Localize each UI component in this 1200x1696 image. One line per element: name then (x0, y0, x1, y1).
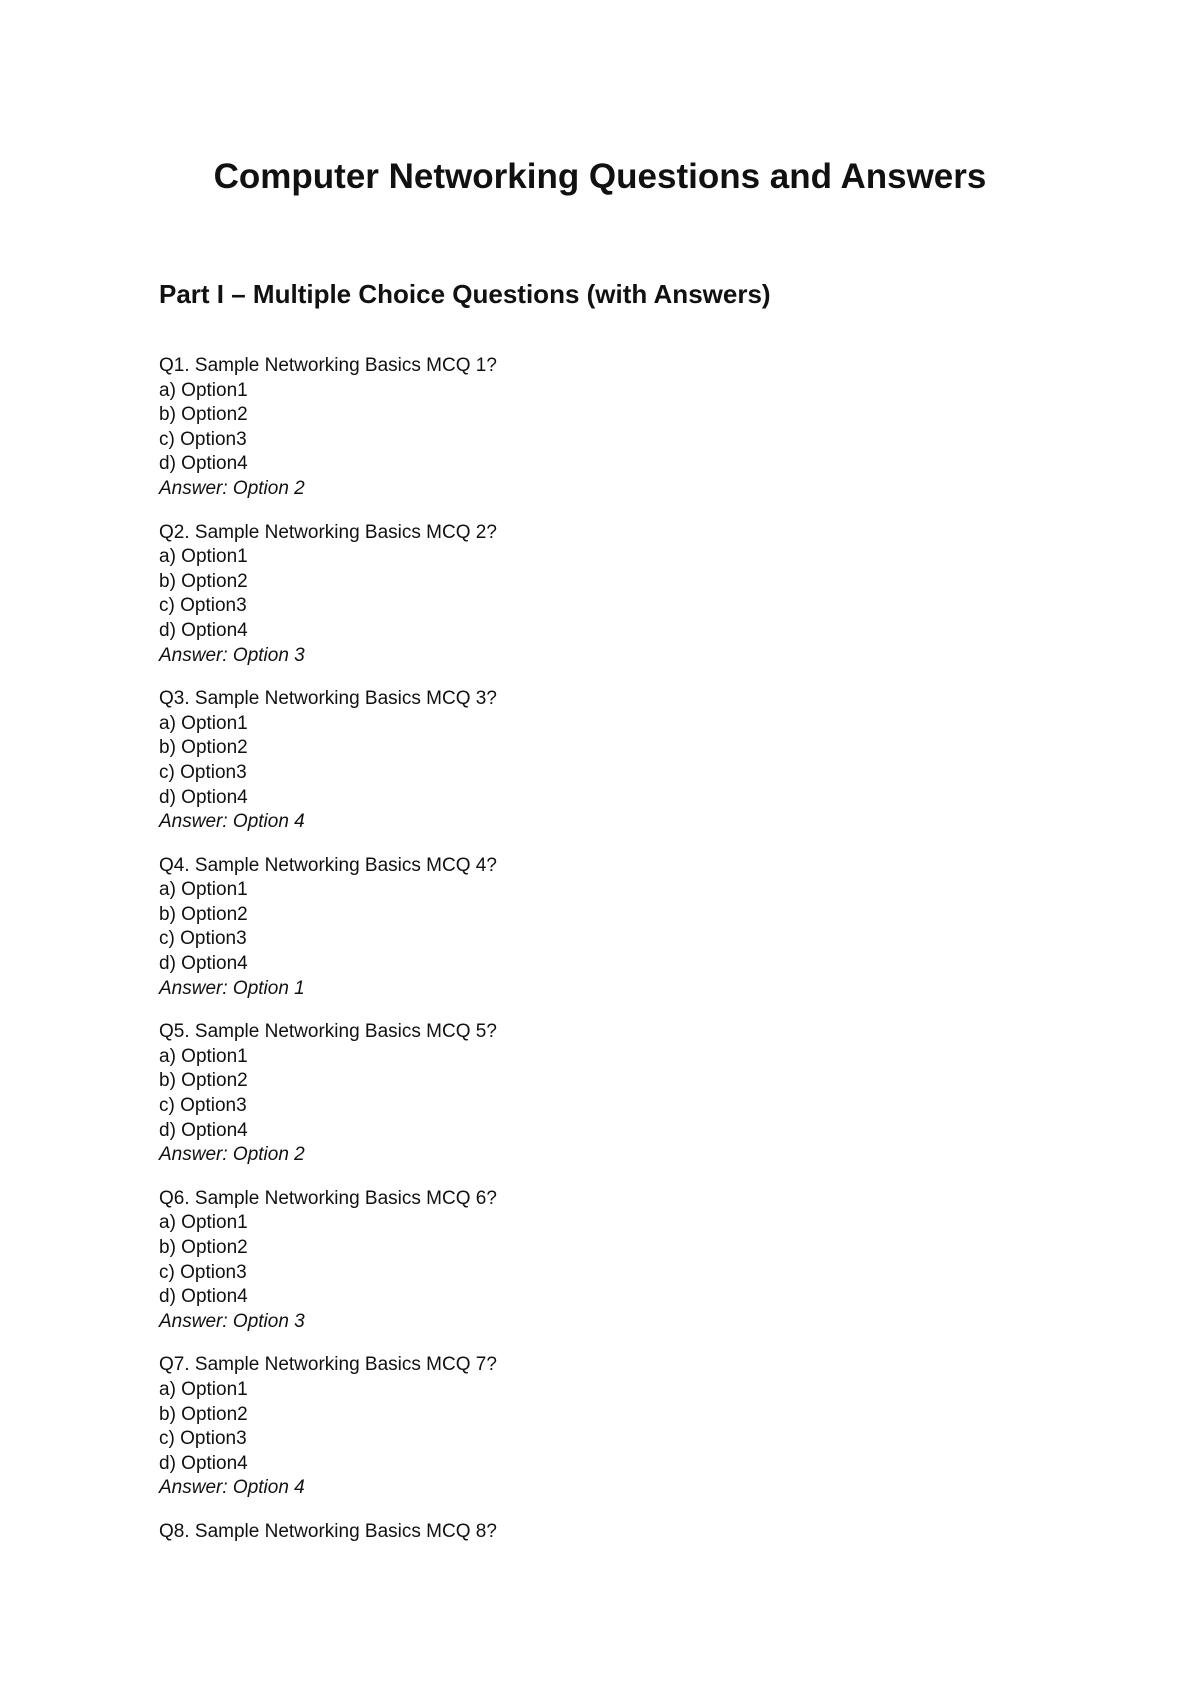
option-b: b) Option2 (159, 404, 248, 426)
option-a: a) Option1 (159, 879, 248, 901)
question-text: Q3. Sample Networking Basics MCQ 3? (159, 688, 497, 710)
option-c: c) Option3 (159, 1261, 247, 1283)
option-a: a) Option1 (159, 712, 248, 734)
option-a: a) Option1 (159, 546, 248, 568)
option-a: a) Option1 (159, 1045, 248, 1067)
question-block (159, 1187, 1059, 1335)
option-d: d) Option4 (159, 619, 248, 641)
question-text: Q7. Sample Networking Basics MCQ 7? (159, 1354, 497, 1376)
question-text: Q5. Sample Networking Basics MCQ 5? (159, 1021, 497, 1043)
question-text: Q1. Sample Networking Basics MCQ 1? (159, 355, 497, 376)
answer-text: Answer: Option 1 (159, 977, 305, 999)
option-c: c) Option3 (159, 1428, 247, 1450)
option-b: b) Option2 (159, 737, 248, 759)
answer-text: Answer: Option 3 (159, 644, 305, 666)
question-list (159, 354, 1059, 1564)
option-b: b) Option2 (159, 1237, 248, 1258)
option-c: c) Option3 (159, 428, 247, 450)
option-b: b) Option2 (159, 1070, 248, 1092)
question-block (159, 521, 1059, 669)
option-d: d) Option4 (159, 1119, 248, 1141)
option-a: a) Option1 (159, 1378, 248, 1400)
question-block (159, 687, 1059, 835)
question-text: Q8. Sample Networking Basics MCQ 8? (159, 1520, 497, 1542)
question-block (159, 854, 1059, 1002)
question-block (159, 1520, 1059, 1545)
answer-text: Answer: Option 2 (159, 477, 305, 499)
option-d: d) Option4 (159, 453, 248, 475)
document-title: Computer Networking Questions and Answers (213, 157, 987, 196)
question-text: Q6. Sample Networking Basics MCQ 6? (159, 1187, 497, 1209)
answer-text: Answer: Option 3 (159, 1310, 305, 1332)
answer-text: Answer: Option 4 (159, 1477, 305, 1499)
part-heading: Part I – Multiple Choice Questions (with Answers) (159, 279, 771, 309)
question-block (159, 354, 1059, 502)
option-c: c) Option3 (159, 595, 247, 617)
option-d: d) Option4 (159, 1286, 248, 1308)
answer-text: Answer: Option 2 (159, 1144, 305, 1166)
option-c: c) Option3 (159, 928, 247, 950)
question-block (159, 1020, 1059, 1168)
option-d: d) Option4 (159, 953, 248, 975)
option-a: a) Option1 (159, 1212, 248, 1234)
option-b: b) Option2 (159, 570, 248, 592)
option-b: b) Option2 (159, 903, 248, 925)
option-c: c) Option3 (159, 761, 247, 783)
option-d: d) Option4 (159, 786, 248, 808)
option-d: d) Option4 (159, 1452, 248, 1474)
question-text: Q4. Sample Networking Basics MCQ 4? (159, 854, 497, 876)
option-b: b) Option2 (159, 1403, 248, 1425)
question-text: Q2. Sample Networking Basics MCQ 2? (159, 521, 497, 543)
option-a: a) Option1 (159, 379, 248, 401)
option-c: c) Option3 (159, 1095, 247, 1117)
answer-text: Answer: Option 4 (159, 811, 305, 833)
question-block (159, 1353, 1059, 1501)
